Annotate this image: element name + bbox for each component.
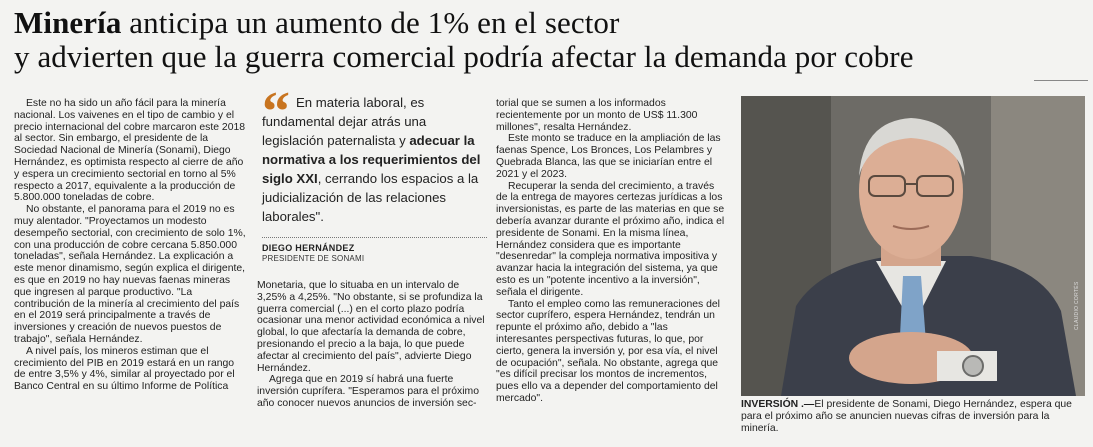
quote-author-role: PRESIDENTE DE SONAMI bbox=[262, 254, 365, 263]
portrait-photo bbox=[741, 96, 1085, 396]
portrait-illustration bbox=[741, 96, 1085, 396]
headline-line-2: y advierten que la guerra comercial podría afectar la demanda por cobre bbox=[14, 39, 914, 74]
headline-line-1 bbox=[14, 6, 1084, 40]
photo-credit: CLAUDIO CORTÉS bbox=[1074, 281, 1080, 330]
caption-label: INVERSIÓN .— bbox=[741, 399, 815, 410]
caption-text: El presidente de Sonami, Diego Hernández, espera que para el próximo año se anuncien nuevas cifras de inversión para la minería. bbox=[741, 399, 1072, 434]
paragraph: Agrega que en 2019 sí habrá una fuerte inversión cuprífera. "Esperamos para el próximo año conocer nuevos anuncios de inversión sec- bbox=[257, 374, 479, 409]
quote-text-2: , cerrando los espacios a la judicialización de las relaciones laborales". bbox=[262, 171, 479, 224]
article-column-3 bbox=[496, 98, 726, 405]
paragraph: A nivel país, los mineros estiman que el crecimiento del PIB en 2019 estará en un rango de entre 3,5% y 4%, similar al proyectado por el Banco Central en su último Informe de Política bbox=[14, 345, 235, 393]
paragraph: Monetaria, que lo situaba en un intervalo de 3,25% a 4,25%. "No obstante, si se profundiza la guerra comercial (...) en el corto plazo podría ocasionar una menor actividad económica a nivel global, lo que afectaría la demanda de cobre, presionando el precio a la baja, lo que puede afectar al crecimiento del país", advierte Diego Hernández. bbox=[257, 280, 485, 374]
paragraph: torial que se sumen a los informados recientemente por un monto de US$ 11.300 millones", resalta Hernández. bbox=[496, 98, 698, 133]
paragraph: No obstante, el panorama para el 2019 no es muy alentador. "Proyectamos un modesto desempeño sectorial, con crecimiento de solo 1%, con una producción de cobre cercana 5.850.000 toneladas", señala Hernández. La explicación a este menor dinamismo, según explica el dirigente, es que en 2019 no hay nuevas faenas mineras que ingresen al parque productivo. "La contribución de la minería al crecimiento del país en el 2019 será principalmente a través de inversiones y creación de nuevos puestos de trabajo", señala Hernández. bbox=[14, 204, 246, 345]
quote-divider bbox=[262, 237, 487, 238]
headline-bold-word: Minería bbox=[14, 5, 122, 40]
quote-mark-icon: “ bbox=[262, 81, 290, 143]
quote-text-1: En materia laboral, es fundamental dejar atrás una legislación paternalista y bbox=[262, 95, 427, 148]
paragraph: Este monto se traduce en la ampliación de las faenas Spence, Los Bronces, Los Pelambres y Quebrada Blanca, las que se iniciarían entre el 2021 y el 2023. bbox=[496, 133, 721, 180]
headline bbox=[14, 6, 1084, 74]
paragraph: Este no ha sido un año fácil para la minería nacional. Los vaivenes en el tipo de cambio y el precio internacional del cobre marcaron este 2018 al sector. Sin embargo, el presidente de la Sociedad Nacional de Minería (Sonami), Diego Hernández, es optimista respecto al cierre de año y espera un crecimiento sectorial en torno al 5% respecto a 2017, equivalente a la producción de 5.800.000 toneladas de cobre. bbox=[14, 98, 246, 204]
pull-quote bbox=[262, 93, 490, 226]
headline-rule bbox=[1034, 80, 1088, 81]
quote-text-bold: adecuar la normativa a los requerimientos del siglo XXI bbox=[262, 133, 481, 186]
headline-line-1-rest: anticipa un aumento de 1% en el sector bbox=[121, 5, 620, 40]
photo-caption bbox=[741, 399, 1087, 435]
article-column-1 bbox=[14, 98, 246, 393]
quote-author-name: DIEGO HERNÁNDEZ bbox=[262, 243, 355, 253]
paragraph: Recuperar la senda del crecimiento, a través de la entrega de mayores certezas jurídicas a los inversionistas, es parte de las materias en que se debería avanzar durante el próximo año, indica el presidente de Sonami. En la misma línea, Hernández considera que es importante "desenredar" la compleja normativa impositiva y avanzar hacia la integración del sistema, ya que esto es un "potente incentivo a la inversión", señala el dirigente. bbox=[496, 180, 725, 298]
article-column-2 bbox=[257, 280, 487, 410]
paragraph: Tanto el empleo como las remuneraciones del sector cuprífero, espera Hernández, tendrán un repunte el próximo año, debido a "las interesantes perspectivas futuras, lo que, por cierto, genera la inversión y, por esa vía, el nivel de ocupación", señala. No obstante, agrega que "es difícil precisar los montos de incrementos, pues ello va a depender del comportamiento del mercado". bbox=[496, 298, 720, 404]
